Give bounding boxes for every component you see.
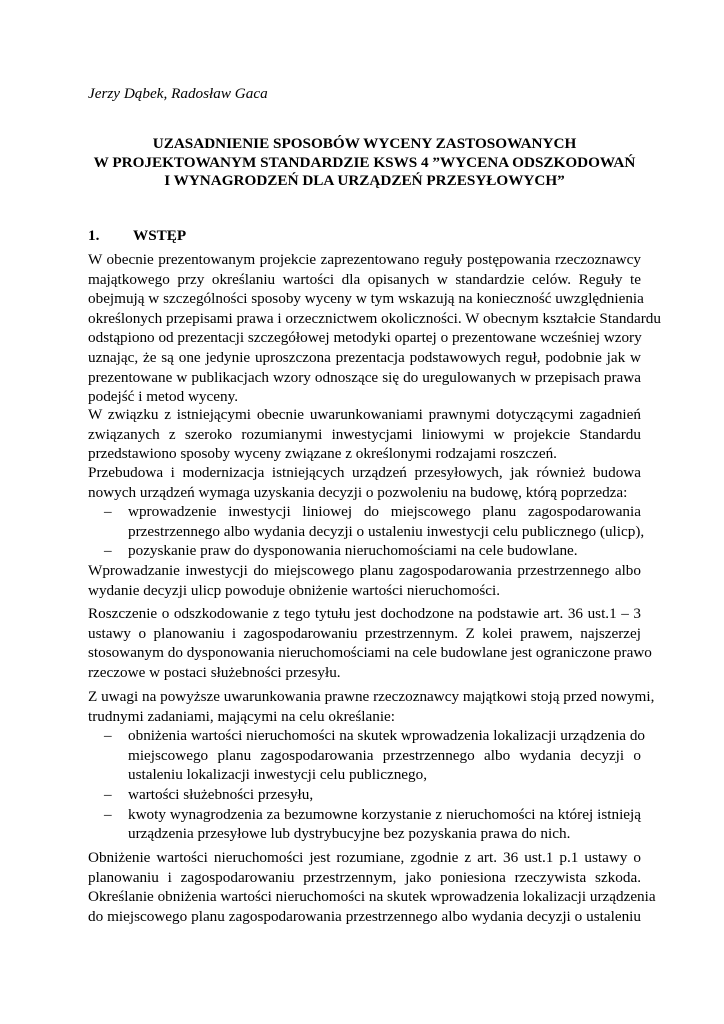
text-line: stosowanym do dysponowania nieruchomościami na cele budowlane jest ograniczone prawo xyxy=(88,644,652,662)
text-line: prezentowane w publikacjach wzory odnoszące się do uregulowanych w przepisach prawa xyxy=(88,368,641,386)
title-line: UZASADNIENIE SPOSOBÓW WYCENY ZASTOSOWANYCH xyxy=(152,135,577,152)
text-line: Z uwagi na powyższe uwarunkowania prawne rzeczoznawcy majątkowi stoją przed nowymi, xyxy=(88,688,655,705)
text-line: wydanie decyzji ulicp powoduje obniżenie wartości nieruchomości. xyxy=(88,581,501,599)
authors: Jerzy Dąbek, Radosław Gaca xyxy=(88,85,268,102)
text-line: W obecnie prezentowanym projekcie zaprezentowano reguły postępowania rzeczoznawcy xyxy=(88,251,641,268)
list-dash: – xyxy=(104,785,112,803)
text-line: wartości służebności przesyłu, xyxy=(128,785,314,803)
paragraph-intro xyxy=(88,250,661,407)
text-line: Określanie obniżenia wartości nieruchomości na skutek wprowadzenia lokalizacji urządzenia xyxy=(88,888,656,906)
section-number: 1. xyxy=(88,227,100,244)
text-line: związanych z szeroko rozumianymi inwestycjami liniowymi w projekcie Standardu xyxy=(88,425,641,443)
section-heading xyxy=(88,226,186,246)
text-line: obniżenia wartości nieruchomości na skutek wprowadzenia lokalizacji urządzenia do xyxy=(128,727,646,745)
list-item xyxy=(88,541,641,561)
document-title xyxy=(88,135,641,191)
text-line: określonych przepisami prawa i orzecznictwem okoliczności. W obecnym kształcie Standardu xyxy=(88,309,661,327)
text-line: przedstawiono sposoby wyceny związane z określonymi rodzajami roszczeń. xyxy=(88,445,557,463)
paragraph-compensation-claim xyxy=(88,604,652,682)
text-line: ustawy o planowaniu i zagospodarowaniu przestrzennym. Z kolei prawem, najszerzej xyxy=(88,624,641,642)
text-line: obejmują w szczególności sposoby wyceny w tym wskazują na konieczność uwzględnienia xyxy=(88,290,644,308)
text-line: Obniżenie wartości nieruchomości jest rozumiane, zgodnie z art. 36 ust.1 p.1 ustawy o xyxy=(88,849,641,866)
list-dash: – xyxy=(104,503,112,521)
title-line: I WYNAGRODZEŃ DLA URZĄDZEŃ PRZESYŁOWYCH” xyxy=(164,172,565,189)
paragraph-modernization xyxy=(88,463,645,600)
list-item xyxy=(88,785,641,805)
text-line: rzeczowe w postaci służebności przesyłu. xyxy=(88,663,341,681)
section-label: WSTĘP xyxy=(133,227,187,244)
list-item xyxy=(88,726,646,785)
title-line: W PROJEKTOWANYM STANDARDZIE KSWS 4 ”WYCENA ODSZKODOWAŃ xyxy=(93,153,636,171)
text-line: uznając, że są one jedynie uproszczona prezentacja podstawowych reguł, podobnie jak w xyxy=(88,348,641,366)
text-line: Przebudowa i modernizacja istniejących urządzeń przesyłowych, jak również budowa xyxy=(88,464,641,481)
text-line: W związku z istniejącymi obecnie uwarunkowaniami prawnymi dotyczącymi zagadnień xyxy=(88,406,641,423)
text-line: majątkowego przy określaniu wartości dla opisanych w standardzie celów. Reguły te xyxy=(88,270,641,288)
list-dash: – xyxy=(104,727,112,745)
text-line: do miejscowego planu zagospodarowania przestrzennego albo wydania decyzji o ustaleniu xyxy=(88,907,641,925)
text-line: podejść i metod wyceny. xyxy=(88,388,239,406)
text-line: przestrzennego albo wydania decyzji o ustaleniu inwestycji celu publicznego (ulicp), xyxy=(128,522,645,540)
paragraph-appraiser-tasks xyxy=(88,687,655,844)
text-line: planowaniu i zagospodarowaniu przestrzennym, jako poniesiona rzeczywista szkoda. xyxy=(88,868,641,886)
list-dash: – xyxy=(104,542,112,560)
text-line: nowych urządzeń wymaga uzyskania decyzji o pozwoleniu na budowę, którą poprzedza: xyxy=(88,483,628,501)
text-line: wprowadzenie inwestycji liniowej do miejscowego planu zagospodarowania xyxy=(128,503,641,521)
text-line: ustaleniu lokalizacji inwestycji celu publicznego, xyxy=(128,766,428,784)
text-line: Roszczenie o odszkodowanie z tego tytułu jest dochodzone na podstawie art. 36 ust.1 – 3 xyxy=(88,605,641,622)
text-line: kwoty wynagrodzenia za bezumowne korzystanie z nieruchomości na której istnieją xyxy=(128,805,641,823)
text-line: Wprowadzanie inwestycji do miejscowego planu zagospodarowania przestrzennego albo xyxy=(88,561,641,579)
text-line: pozyskanie praw do dysponowania nieruchomościami na cele budowlane. xyxy=(128,542,578,560)
text-line: trudnymi zadaniami, mającymi na celu określanie: xyxy=(88,707,396,725)
text-line: urządzenia przesyłowe lub dystrybucyjne bez pozyskania prawa do nich. xyxy=(128,825,571,843)
text-line: odstąpiono od prezentacji szczegółowej metodyki opartej o prezentowane wcześniej wzory xyxy=(88,329,642,347)
text-line: miejscowego planu zagospodarowania przestrzennego albo wydania decyzji o xyxy=(128,746,641,764)
list-item xyxy=(88,502,645,541)
list-item xyxy=(88,805,641,844)
paragraph-value-reduction xyxy=(88,848,656,926)
list-dash: – xyxy=(104,805,112,823)
paragraph-conditions xyxy=(88,405,641,464)
